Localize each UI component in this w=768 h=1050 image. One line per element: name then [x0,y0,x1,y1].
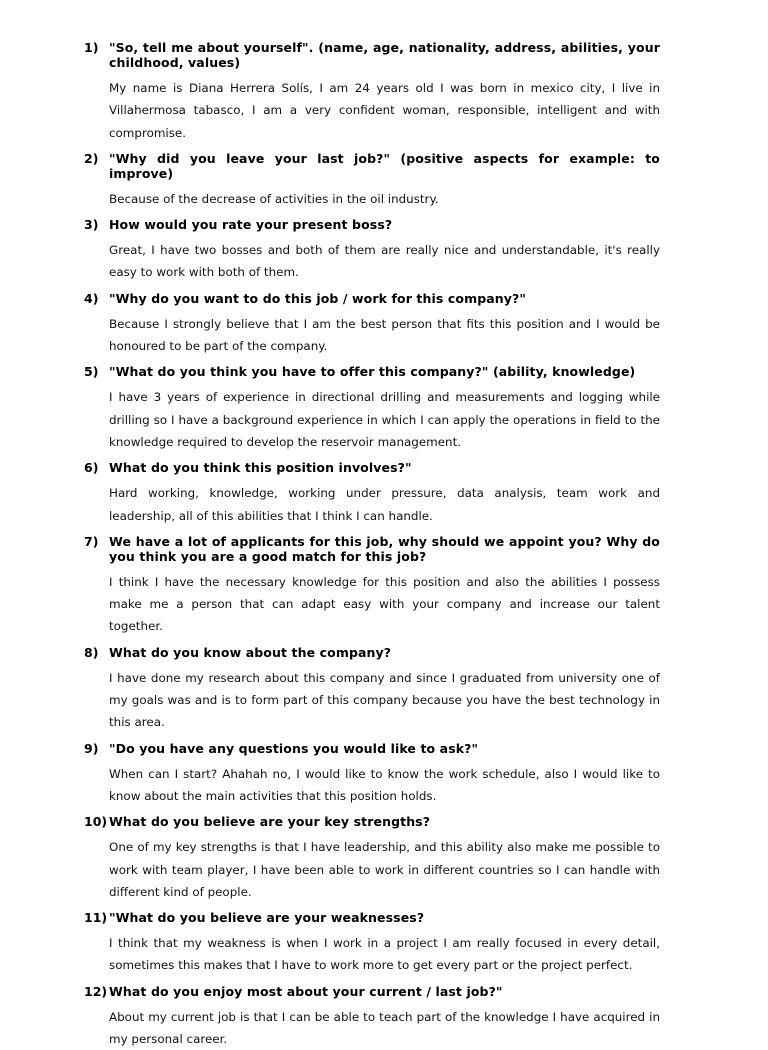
question-number: 4) [84,290,99,306]
answer-text: Because I strongly believe that I am the best person that fits this position and I would be honoured to be part of the company. [109,316,660,354]
question-text: "Why do you want to do this job / work for this company?" [109,290,526,306]
question-item-7 [84,534,660,638]
question-number: 5) [84,364,99,380]
answer-text: I have 3 years of experience in directional drilling and measurements and logging while drilling so I have a background experience in which I can apply the operations in field to the knowledge required to develop the reservoir management. [109,390,660,449]
question-item-8 [84,645,660,734]
answer-text: Because of the decrease of activities in the oil industry. [109,191,439,206]
question-text: "What do you believe are your weaknesses? [109,910,425,926]
answer-text: I have done my research about this company and since I graduated from university one of my goals was and is to form part of this company because you have the best technology in this area. [109,670,660,730]
question-number: 9) [84,740,99,756]
answer-text: I think that my weakness is when I work in a project I am really focused in every detail, sometimes this makes that I have to work more to get every part or the project perfect. [109,936,660,973]
question-item-1 [84,40,660,144]
question-number: 7) [84,533,99,549]
question-item-9 [84,741,660,808]
question-text: We have a lot of applicants for this job, why should we appoint you? Why do you think you are a good match for this job? [109,533,660,564]
question-number: 2) [84,150,99,166]
answer-text: I think I have the necessary knowledge for this position and also the abilities I possess make me a person that can adapt easy with your company and increase our talent together. [109,574,660,634]
question-number: 1) [84,40,99,55]
question-text: "Do you have any questions you would like to ask?" [109,740,479,756]
question-item-10 [84,814,660,903]
answer-text: Great, I have two bosses and both of them are really nice and understandable, it's really easy to work with both of them. [109,243,660,280]
question-number: 6) [84,460,99,476]
question-item-11 [84,910,660,977]
question-item-3 [84,217,660,284]
question-number: 12) [84,983,108,999]
question-text: "So, tell me about yourself". (name, age, nationality, address, abilities, your childhood, values) [109,40,660,70]
question-text: How would you rate your present boss? [109,217,393,233]
question-text: What do you enjoy most about your current / last job?" [109,983,503,999]
question-number: 3) [84,217,99,233]
answer-text: When can I start? Ahahah no, I would like to know the work schedule, also I would like to know about the main activities that this position holds. [109,766,660,803]
question-item-2 [84,151,660,210]
question-item-12 [84,984,660,1050]
question-text: What do you think this position involves?" [109,460,412,476]
answer-text: One of my key strengths is that I have leadership, and this ability also make me possible to work with team player, I have been able to work in different countries so I can handle with different kind of people. [109,840,660,899]
question-item-5 [84,364,660,453]
question-list [84,40,660,1050]
question-text: "What do you think you have to offer this company?" (ability, knowledge) [109,364,636,380]
question-number: 10) [84,814,108,830]
question-number: 8) [84,644,99,660]
question-item-4 [84,291,660,358]
question-text: "Why did you leave your last job?" (positive aspects for example: to improve) [109,150,660,181]
answer-text: Hard working, knowledge, working under pressure, data analysis, team work and leadership, all of this abilities that I think I can handle. [109,486,660,523]
question-item-6 [84,460,660,527]
answer-text: My name is Diana Herrera Solís, I am 24 years old I was born in mexico city, I live in Villahermosa tabasco, I am a very confident woman, responsible, intelligent and with compromise. [109,81,660,140]
answer-text: About my current job is that I can be able to teach part of the knowledge I have acquired in my personal career. [109,1009,660,1047]
question-number: 11) [84,910,108,926]
question-text: What do you believe are your key strengths? [109,814,431,830]
question-text: What do you know about the company? [109,644,392,660]
